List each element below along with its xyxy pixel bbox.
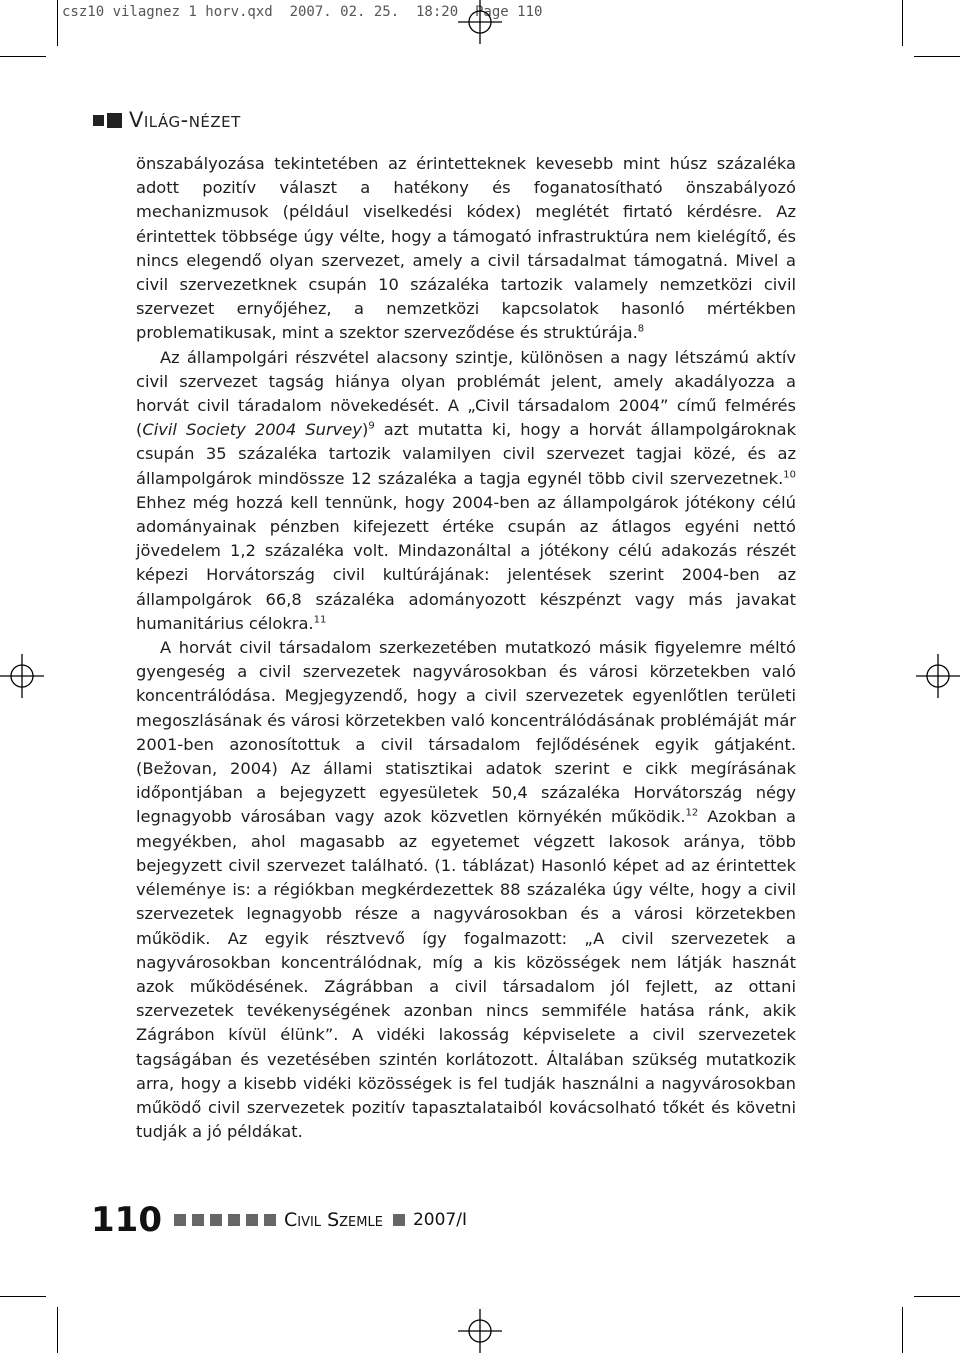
- paragraph-text: Ehhez még hozzá kell tennünk, hogy 2004-ben az állampolgárok jótékony célú adományainak pénzben kifejezett értéke csupán az átlagos egyéni nettó jövedelem 1,2 százaléka volt. Mindazonáltal a jótékony célú adakozás részét képezi Horvátország civil kultúrájának: jelentések szerint 2004-ben az állampolgárok 66,8 százaléka adományozott készpénzt vagy más javakat humanitárius célokra.: [136, 492, 796, 633]
- footnote-ref: 10: [783, 469, 796, 481]
- crop-mark-top-right-v: [902, 0, 903, 46]
- paragraph-text: A horvát civil társadalom szerkezetében mutatkozó másik figyelemre méltó gyengeség a civil szervezetek nagyvárosokban és városi körzetekben való koncentrálódása. Megjegyzendő, hogy a civil szervezetek egyenlőtlen területi megoszlásának és városi körzetekben való koncentrálódásának problémáját már 2001-ben azonosítottuk a civil társadalom fejlődésének egyik gátjaként. (Bežovan, 2004) Az állami statisztikai adatok szerint e cikk megírásának időpontjában a bejegyzett egyesületek 50,4 százaléka Horvátország négy legnagyobb városában vagy azok közvetlen környékén működik.: [136, 638, 796, 827]
- survey-title: Civil Society 2004 Survey: [142, 420, 362, 440]
- paragraph-text: azt mutatta ki, hogy a horvát állampolgároknak csupán 35 százaléka tartozik valamilyen civil szervezet tagjai közé, és az állampolgárok mindössze 12 százaléka a tagja egynél több civil szervezetnek.: [136, 420, 797, 488]
- page-footer: [91, 1200, 467, 1240]
- footer-square-icon: [246, 1214, 258, 1226]
- crop-mark-bottom-right-h: [914, 1296, 960, 1297]
- article-body: [136, 152, 796, 1144]
- footer-square-icon: [228, 1214, 240, 1226]
- heading-square-icon: [107, 113, 122, 128]
- crop-mark-bottom-left-h: [0, 1296, 46, 1297]
- footer-square-icon: [264, 1214, 276, 1226]
- footer-square-icon: [174, 1214, 186, 1226]
- paragraph-text: ): [361, 420, 369, 440]
- crop-mark-top-left-v: [57, 0, 58, 46]
- paragraph-2: [136, 346, 796, 636]
- paragraph-3: [136, 636, 796, 1144]
- registration-mark-right-icon: [916, 654, 960, 698]
- journal-name: Civil Szemle: [283, 1209, 383, 1231]
- crop-mark-bottom-right-v: [902, 1307, 903, 1353]
- page-number: 110: [91, 1200, 162, 1240]
- paragraph-1: [136, 152, 796, 346]
- slug-line: csz10 vilagnez 1 horv.qxd 2007. 02. 25. 18:20 Page 110: [62, 4, 543, 20]
- registration-mark-top-icon: [458, 0, 502, 44]
- footnote-ref: 12: [685, 808, 699, 820]
- registration-mark-left-icon: [0, 654, 44, 698]
- section-title: Világ-nézet: [129, 108, 241, 132]
- footer-squares: [174, 1214, 276, 1226]
- footer-square-icon: [210, 1214, 222, 1226]
- journal-issue: 2007/I: [412, 1210, 467, 1230]
- paragraph-text: Azokban a megyékben, ahol magasabb az egyetemet végzett lakosok aránya, több bejegyzett civil szervezet található. (1. táblázat) Hasonló képet ad az érintettek véleménye is: a régiókban megkérdezettek 88 százaléka úgy vélte, hogy a civil szervezetek legnagyobb része a nagyvárosokban és a városi körzetekben működik. Az egyik résztvevő így fogalmazott: „A civil szervezetek a nagyvárosokban koncentrálódnak, míg a kis közösségek nem látják hasznát azok működésének. Zágrábban a civil társadalom jól fejlett, az ottani szervezetek tevékenységének azonban nincs semmiféle hatása ránk, akik Zágrábon kívül élünk”. A vidéki lakosság képviselete a civil szervezetek tagságában és vezetésében szintén korlátozott. Általában szükség mutatkozik arra, hogy a kisebb vidéki közösségek is fel tudják használni a nagyvárosokban működő civil szervezetek pozitív tapasztalataiból kovácsolható tőkét és követni tudják a jó példákat.: [136, 807, 796, 1142]
- section-heading: [93, 108, 241, 132]
- footnote-ref: 8: [637, 324, 645, 335]
- footer-square-icon: [393, 1214, 405, 1226]
- crop-mark-top-right-h: [914, 56, 960, 57]
- footnote-ref: 11: [313, 614, 327, 626]
- crop-mark-top-left-h: [0, 56, 46, 57]
- heading-square-icon: [93, 115, 104, 126]
- paragraph-text: önszabályozása tekintetében az érintetteknek kevesebb mint húsz százaléka adott pozitív választ a hatékony és foganatosítható önszabályozó mechanizmusok (például viselkedési kódex) meglétét firtató kérdésre. Az érintettek többsége úgy vélte, hogy a támogató infrastruktúra nem kielégítő, és nincs elegendő olyan szervezet, amely a civil társadalmat támogatná. Mivel a civil szervezetknek csupán 10 százaléka tartozik valamely nemzetközi civil szervezet ernyőjéhez, a nemzetközi kapcsolatok hasonló mértékben problematikusak, mint a szektor szerveződése és struktúrája.: [136, 154, 796, 343]
- paragraph-text: Az állampolgári részvétel alacsony szintje, különösen a nagy létszámú aktív civil szervezet tagság hiánya olyan problémát jelent, amely akadályozza a horvát civil táradalom növekedését. A „Civil társadalom 2004” című felmérés (: [136, 347, 796, 440]
- footnote-ref: 9: [368, 420, 375, 432]
- footer-square-icon: [192, 1214, 204, 1226]
- registration-mark-bottom-icon: [458, 1309, 502, 1353]
- crop-mark-bottom-left-v: [57, 1307, 58, 1353]
